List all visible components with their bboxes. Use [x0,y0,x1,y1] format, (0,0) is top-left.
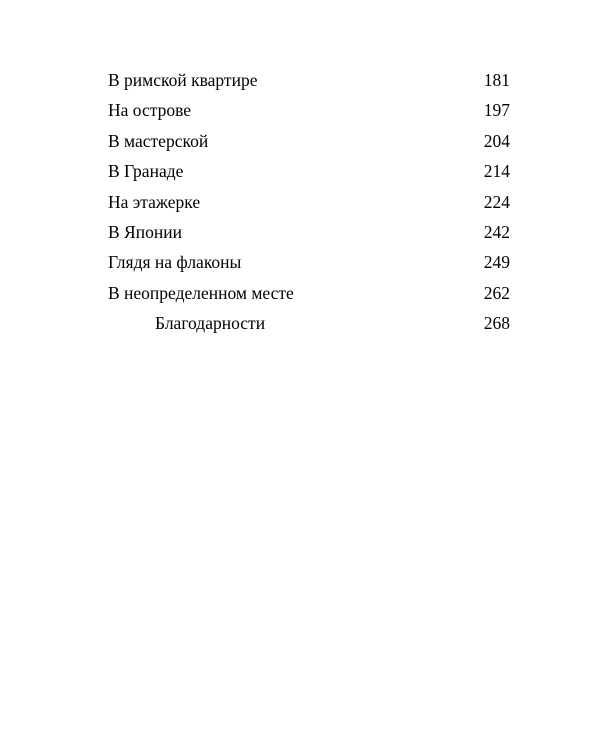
toc-entry-title: В неопределенном месте [108,282,294,303]
toc-entry-title: В мастерской [108,130,209,151]
toc-entry-page: 181 [483,70,510,90]
table-of-contents [108,66,510,340]
toc-entry-title: В Японии [108,221,182,242]
toc-entry-title: В Гранаде [108,161,184,182]
toc-entry-title: Благодарности [155,313,266,334]
toc-entry-page: 197 [483,100,510,121]
toc-entry [108,279,510,309]
toc-entry-title: На острове [108,100,192,121]
toc-entry [108,96,510,126]
toc-entry-page: 268 [483,313,510,334]
toc-entry-page: 224 [483,191,510,212]
toc-entry [108,218,510,248]
toc-entry-page: 262 [483,282,510,303]
toc-entry-page: 249 [483,252,510,273]
toc-entry-page: 242 [483,221,510,242]
toc-entry [108,188,510,218]
toc-entry-title: В римской квартире [108,70,258,90]
toc-entry [108,157,510,187]
toc-entry [108,127,510,157]
toc-entry-title: На этажерке [108,191,201,212]
toc-entry-title: Глядя на флаконы [108,252,242,273]
toc-entry [108,309,510,339]
toc-entry [108,248,510,278]
toc-entry-page: 204 [483,130,510,151]
toc-entry [108,66,510,96]
toc-entry-page: 214 [483,161,510,182]
